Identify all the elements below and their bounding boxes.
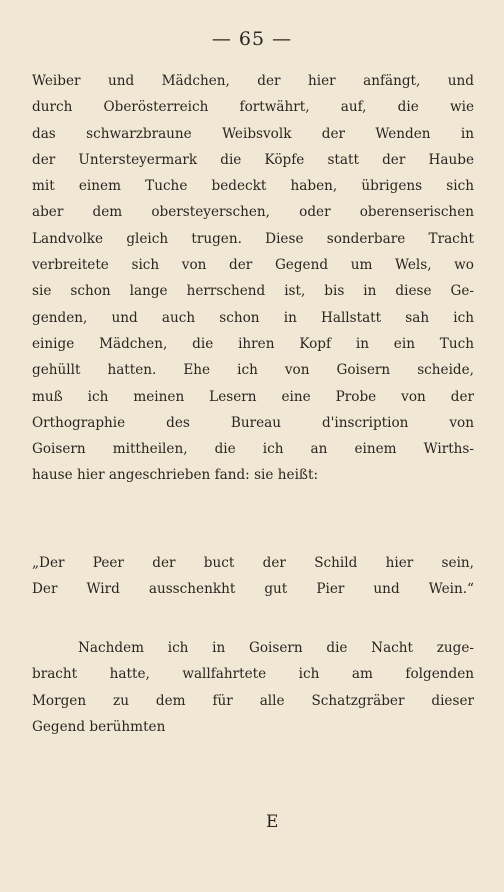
text-line: der Untersteyermark die Köpfe statt der Haube <box>32 151 474 168</box>
paragraph-main <box>32 68 474 489</box>
text-line: durch Oberösterreich fortwährt, auf, die wie <box>32 99 474 116</box>
text-line: Morgen zu dem für alle Schatzgräber dieser <box>32 692 474 709</box>
quote-line: Der Wird ausschenkht gut Pier und Wein.“ <box>32 581 474 598</box>
text-line: bracht hatte, wallfahrtete ich am folgenden <box>32 666 474 683</box>
paragraph-next <box>32 635 474 740</box>
text-line: Nachdem ich in Goisern die Nacht zuge- <box>78 640 474 656</box>
text-line: Goisern mittheilen, die ich an einem Wirths- <box>32 441 474 458</box>
text-line: das schwarzbraune Weibsvolk der Wenden in <box>32 125 474 142</box>
quote-line: „Der Peer der buct der Schild hier sein, <box>32 555 474 571</box>
page-number: — 65 — <box>211 28 293 50</box>
text-line: Orthographie des Bureau d'inscription von <box>32 414 474 431</box>
text-line: Weiber und Mädchen, der hier anfängt, und <box>32 73 474 89</box>
text-line: muß ich meinen Lesern eine Probe von der <box>32 388 474 405</box>
text-line: verbreitete sich von der Gegend um Wels, wo <box>32 257 474 274</box>
text-line: mit einem Tuche bedeckt haben, übrigens sich <box>32 178 474 195</box>
text-line: hause hier angeschrieben fand: sie heißt: <box>32 467 319 484</box>
signature-mark: E <box>266 812 279 832</box>
text-line: einige Mädchen, die ihren Kopf in ein Tuch <box>32 335 474 352</box>
text-line: aber dem obersteyerschen, oder oberenserischen <box>32 204 474 221</box>
text-line: Landvolke gleich trugen. Diese sonderbare Tracht <box>32 230 474 247</box>
text-line: gehüllt hatten. Ehe ich von Goisern scheide, <box>32 362 474 379</box>
text-line: sie schon lange herrschend ist, bis in diese Ge- <box>32 283 474 300</box>
text-line: Gegend berühmten <box>32 718 166 735</box>
inscription-quote <box>32 550 474 603</box>
text-line: genden, und auch schon in Hallstatt sah ich <box>32 309 474 326</box>
